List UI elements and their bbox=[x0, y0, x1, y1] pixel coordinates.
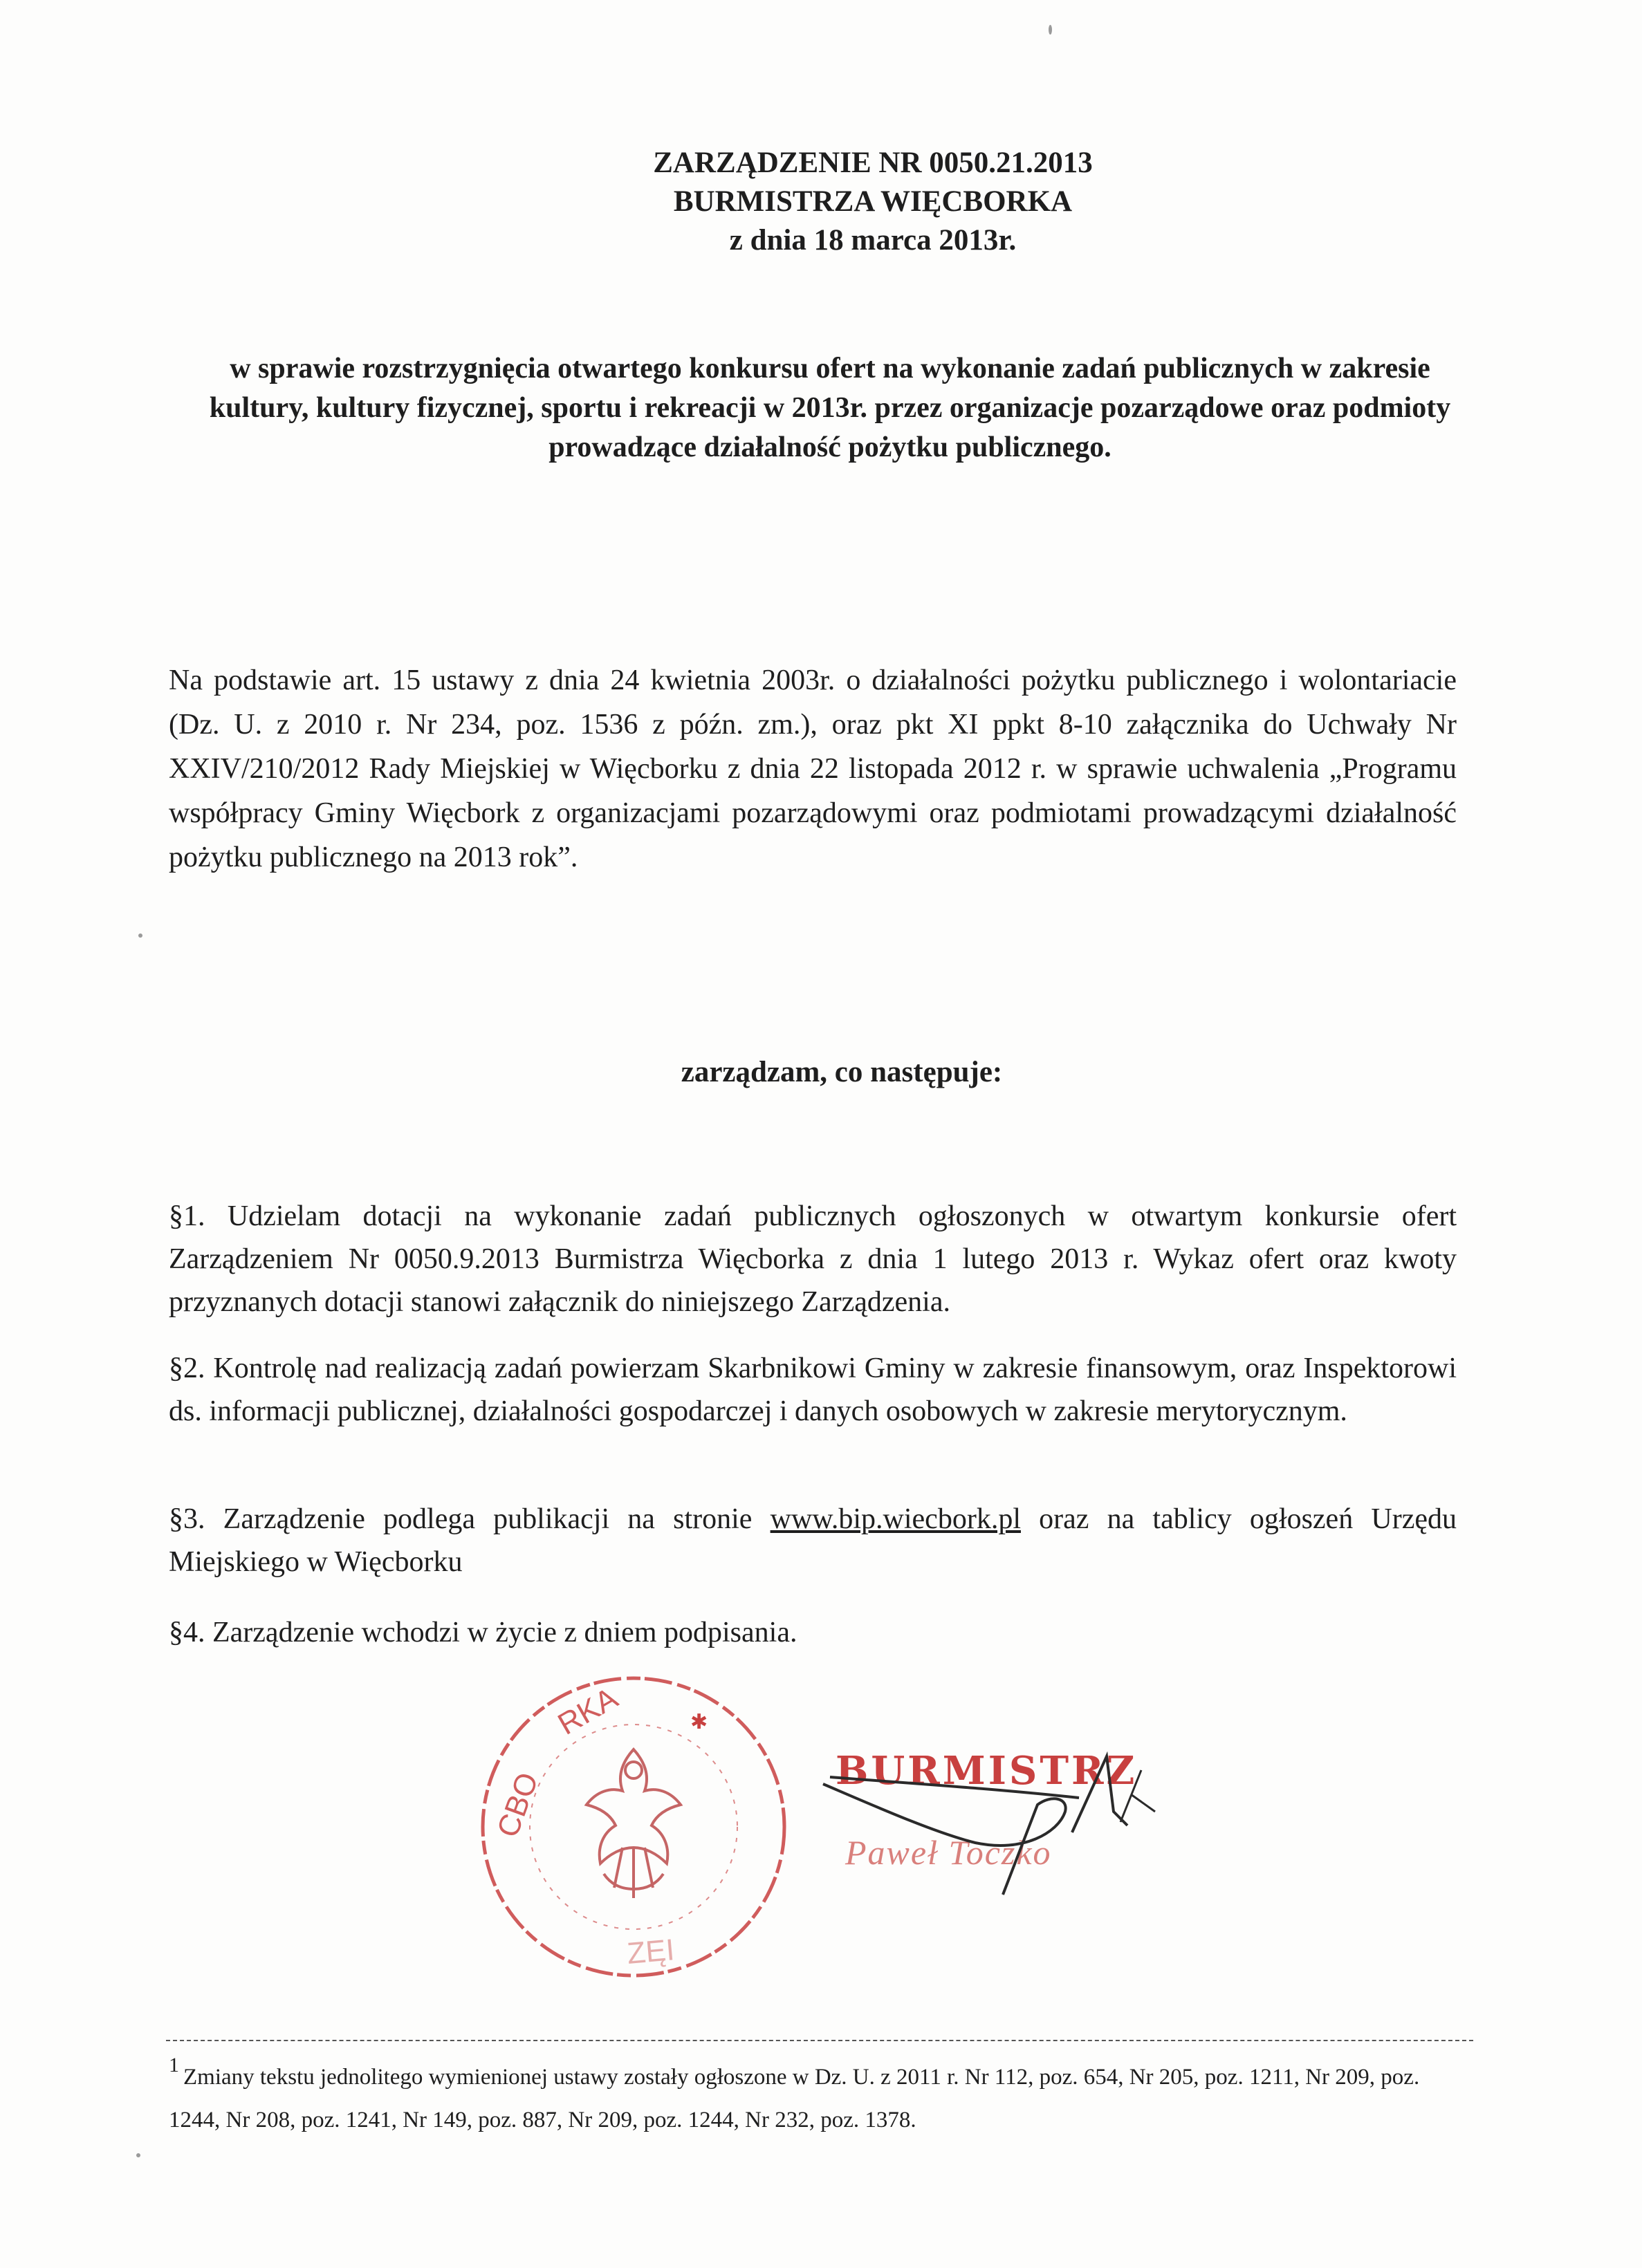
stamp-title: BURMISTRZ bbox=[836, 1748, 1138, 1794]
paragraph-3-text: §3. Zarządzenie podlega publikacji na stronie bbox=[169, 1503, 771, 1535]
paragraph-1: §1. Udzielam dotacji na wykonanie zadań publicznych ogłoszonych w otwartym konkursie ofert Zarządzeniem Nr 0050.9.2013 Burmistrza Więcborka z dnia 1 lutego 2013 r. Wykaz ofert oraz kwoty przyznanych dotacji stanowi załącznik do niniejszego Zarządzenia. bbox=[169, 1200, 1457, 1318]
document-header bbox=[0, 144, 1642, 260]
decree-number: ZARZĄDZENIE NR 0050.21.2013 bbox=[653, 147, 1093, 179]
eagle-emblem-icon bbox=[587, 1749, 681, 1898]
scan-speck bbox=[138, 933, 142, 938]
footnote-marker: 1 bbox=[169, 2054, 179, 2076]
legal-basis: Na podstawie art. 15 ustawy z dnia 24 kwietnia 2003r. o działalności pożytku publicznego i wolontariacie (Dz. U. z 2010 r. Nr 234, poz. 1536 z późn. zm.), oraz pkt XI ppkt 8-10 załącznika do Uchwały Nr XXIV/210/2012 Rady Miejskiej w Więcborku z dnia 22 listopada 2012 r. w sprawie uchwalenia „Programu współpracy Gminy Więcbork z organizacjami pozarządowymi oraz podmiotami prowadzącymi działalność pożytku publicznego na 2013 rok”. bbox=[169, 664, 1457, 873]
issuer: BURMISTRZA WIĘCBORKA bbox=[673, 185, 1073, 218]
decree-subject: w sprawie rozstrzygnięcia otwartego konkursu ofert na wykonanie zadań publicznych w zakresie kultury, kultury fizycznej, sportu i rekreacji w 2013r. przez organizacje pozarządowe oraz podmioty prowadzące działalność pożytku publicznego. bbox=[209, 353, 1451, 463]
svg-text:ZĘI: ZĘI bbox=[625, 1933, 676, 1971]
paragraph-2: §2. Kontrolę nad realizacją zadań powierzam Skarbnikowi Gminy w zakresie finansowym, oraz Inspektorowi ds. informacji publicznej, działalności gospodarczej i danych osobowych w zakresie merytorycznym. bbox=[169, 1353, 1457, 1427]
stamp-name: Paweł Toczko bbox=[845, 1833, 1052, 1872]
paragraph-4: §4. Zarządzenie wchodzi w życie z dniem podpisania. bbox=[169, 1617, 797, 1648]
footnote bbox=[169, 2048, 1462, 2141]
svg-text:RKA: RKA bbox=[552, 1680, 624, 1742]
star-icon: ✱ bbox=[690, 1710, 708, 1734]
scan-speck bbox=[1049, 25, 1052, 35]
svg-text:CBO: CBO bbox=[490, 1768, 546, 1842]
scan-speck bbox=[136, 2153, 140, 2157]
decree-phrase: zarządzam, co następuje: bbox=[681, 1056, 1003, 1088]
footnote-divider bbox=[166, 2040, 1473, 2041]
footnote-text: Zmiany tekstu jednolitego wymienionej ustawy zostały ogłoszone w Dz. U. z 2011 r. Nr 112, poz. 654, Nr 205, poz. 1211, Nr 209, poz. 1244, Nr 208, poz. 1241, Nr 149, poz. 887, Nr 209, poz. 1244, Nr 232, poz. 1378. bbox=[169, 2065, 1420, 2132]
paragraph-3 bbox=[169, 1498, 1457, 1583]
paragraph-3-text-end: oraz na tablicy ogłoszeń Urzędu Miejskiego w Więcborku bbox=[169, 1503, 1457, 1578]
bip-link[interactable]: www.bip.wiecbork.pl bbox=[770, 1503, 1021, 1535]
decree-date: z dnia 18 marca 2013r. bbox=[729, 224, 1017, 257]
round-seal bbox=[462, 1666, 794, 1991]
handwritten-signature bbox=[816, 1729, 1203, 1936]
